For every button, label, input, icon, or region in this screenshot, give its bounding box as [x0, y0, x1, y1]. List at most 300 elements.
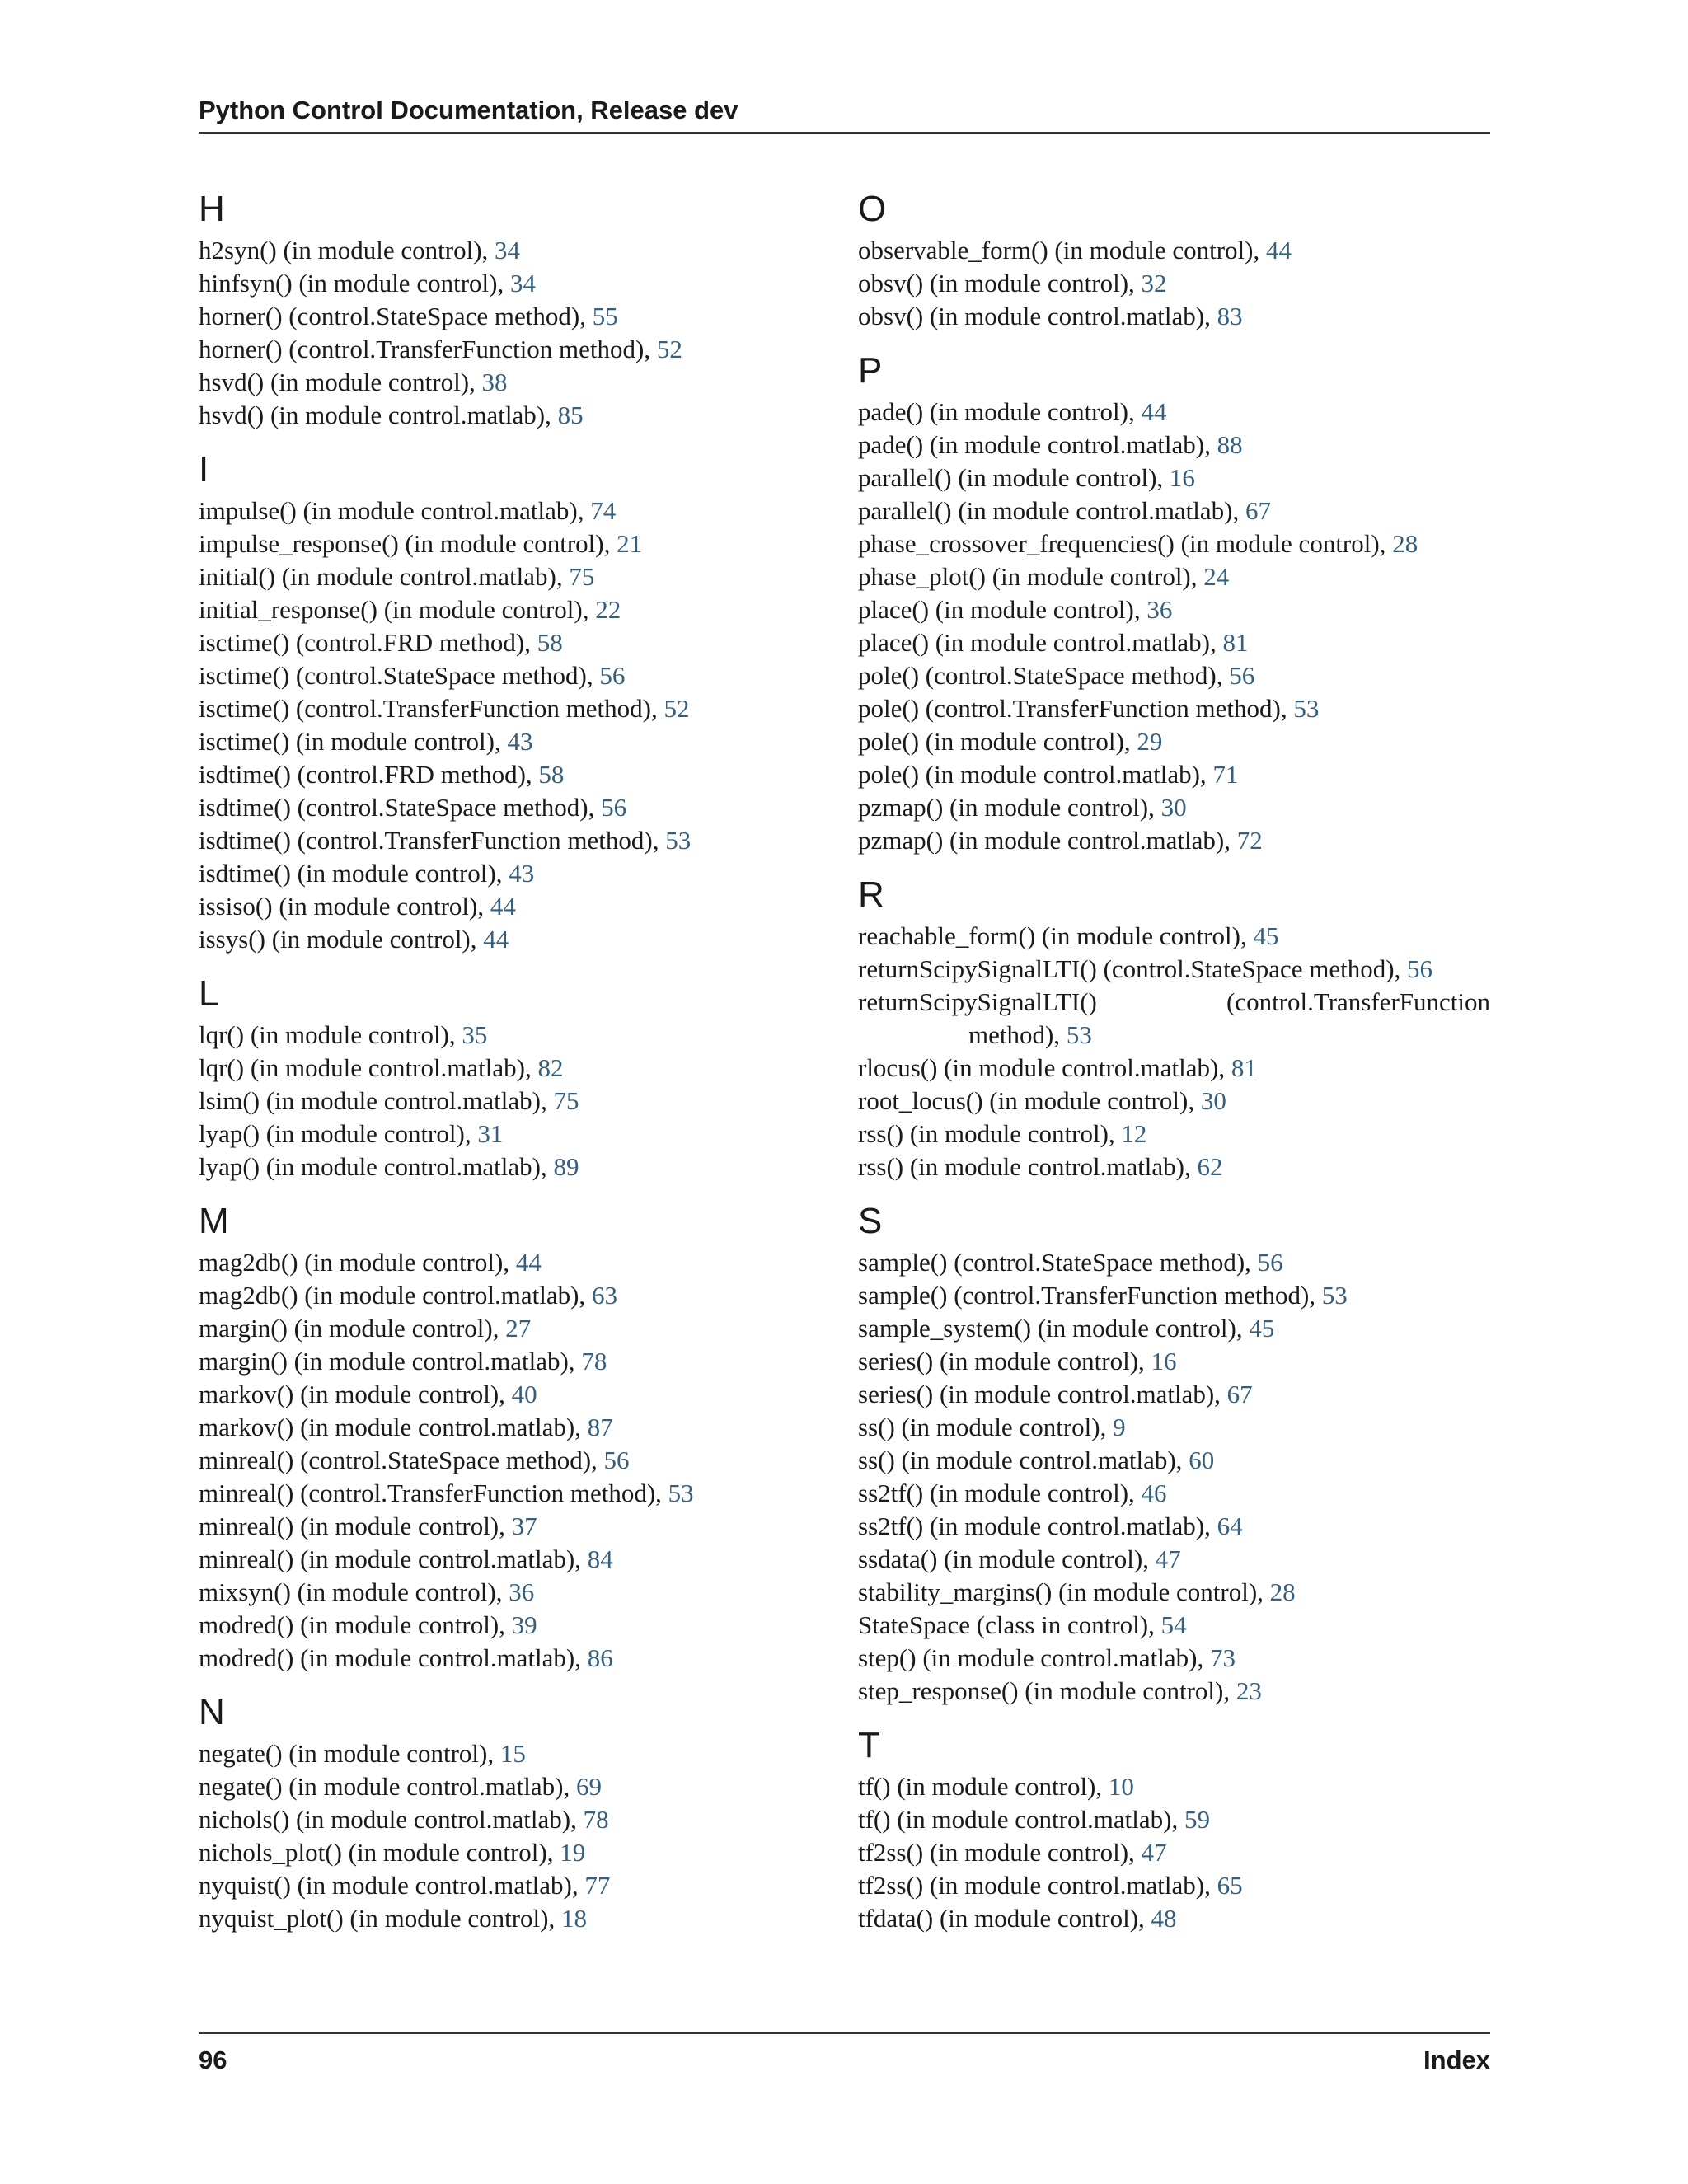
index-letter-heading: P — [858, 350, 883, 391]
index-page-link[interactable]: 81 — [1231, 1053, 1257, 1082]
index-entry — [199, 1510, 842, 1543]
index-entry — [858, 659, 1490, 692]
index-entry — [858, 920, 1490, 953]
index-entry-term: sample() (control.TransferFunction method), — [858, 1281, 1322, 1310]
index-entry-term: lyap() (in module control.matlab), — [199, 1152, 554, 1181]
index-page-link[interactable]: 47 — [1155, 1544, 1181, 1573]
index-page-link[interactable]: 87 — [587, 1413, 613, 1441]
index-page-link[interactable]: 39 — [511, 1610, 537, 1639]
index-page-link[interactable]: 89 — [553, 1152, 579, 1181]
index-page-link[interactable]: 69 — [575, 1772, 602, 1801]
index-entry-list — [199, 1246, 842, 1675]
index-page-link[interactable]: 15 — [499, 1739, 526, 1768]
index-entry-term: method), — [968, 1020, 1067, 1049]
index-entry — [199, 1411, 842, 1444]
index-entry — [858, 1803, 1490, 1836]
index-column-right — [858, 188, 1490, 1952]
index-letter-group — [199, 1691, 842, 1935]
index-entry-term: mag2db() (in module control.matlab), — [199, 1281, 592, 1310]
index-page-link[interactable]: 55 — [592, 302, 618, 330]
index-page-link[interactable]: 18 — [560, 1904, 587, 1933]
index-entry — [858, 1869, 1490, 1902]
index-entry-term: modred() (in module control.matlab), — [199, 1643, 588, 1672]
index-entry-term: hinfsyn() (in module control), — [199, 269, 510, 298]
index-entry-term: pole() (control.TransferFunction method), — [858, 694, 1294, 723]
index-page-link[interactable]: 62 — [1197, 1152, 1223, 1181]
index-entry — [858, 791, 1490, 824]
index-page-link[interactable]: 44 — [490, 892, 516, 921]
index-letter-heading: I — [199, 449, 209, 490]
index-entry-term: obsv() (in module control), — [858, 269, 1142, 298]
index-page-link[interactable]: 27 — [505, 1314, 532, 1343]
index-page-link[interactable]: 52 — [656, 335, 682, 363]
index-entry — [199, 626, 842, 659]
index-entry — [858, 1642, 1490, 1675]
index-entry — [199, 1279, 842, 1312]
index-entry-list — [199, 1019, 842, 1183]
index-entry-term: ss() (in module control), — [858, 1413, 1114, 1441]
index-page-link[interactable]: 36 — [1146, 595, 1173, 624]
index-entry — [858, 692, 1490, 725]
index-page-link[interactable]: 64 — [1217, 1511, 1243, 1540]
index-entry-term: tfdata() (in module control), — [858, 1904, 1151, 1933]
index-entry — [858, 1279, 1490, 1312]
index-entry — [199, 1576, 842, 1609]
index-entry — [199, 494, 842, 527]
index-entry-list — [858, 234, 1490, 333]
index-entry-list — [858, 1246, 1490, 1708]
index-entry — [858, 1543, 1490, 1576]
index-page-link[interactable]: 83 — [1217, 302, 1243, 330]
index-entry-term: nyquist_plot() (in module control), — [199, 1904, 561, 1933]
index-entry-term: tf() (in module control.matlab), — [858, 1805, 1184, 1834]
index-entry — [199, 1444, 842, 1477]
index-letter-group — [858, 1200, 1490, 1708]
index-entry-line — [858, 1019, 1490, 1052]
index-entry-term: step() (in module control.matlab), — [858, 1643, 1210, 1672]
index-entry — [199, 659, 842, 692]
index-entry-term: isdtime() (in module control), — [199, 859, 509, 888]
index-entry-term: isdtime() (control.FRD method), — [199, 760, 539, 789]
index-entry-term: mag2db() (in module control), — [199, 1248, 516, 1277]
index-entry — [199, 1151, 842, 1183]
index-page-link[interactable]: 67 — [1245, 496, 1271, 525]
index-entry — [199, 593, 842, 626]
index-page-link[interactable]: 37 — [511, 1511, 537, 1540]
index-entry-term: step_response() (in module control), — [858, 1676, 1236, 1705]
page-header — [199, 92, 1490, 134]
index-entry — [199, 267, 842, 300]
index-entry — [858, 396, 1490, 429]
index-entry-term: nyquist() (in module control.matlab), — [199, 1871, 585, 1900]
index-entry-term: place() (in module control), — [858, 595, 1147, 624]
index-entry — [199, 1246, 842, 1279]
index-page-link[interactable]: 67 — [1226, 1380, 1253, 1408]
index-entry — [199, 1737, 842, 1770]
index-entry-term: negate() (in module control.matlab), — [199, 1772, 576, 1801]
index-page-link[interactable]: 24 — [1203, 562, 1230, 591]
index-entry — [858, 462, 1490, 494]
index-page-link[interactable]: 35 — [462, 1020, 488, 1049]
index-entry-term: pade() (in module control), — [858, 397, 1142, 426]
index-entry — [199, 1477, 842, 1510]
index-entry — [199, 1836, 842, 1869]
index-page-link[interactable]: 85 — [557, 401, 584, 429]
index-entry — [199, 1378, 842, 1411]
index-entry-term: series() (in module control), — [858, 1347, 1151, 1376]
index-entry-term: pole() (in module control.matlab), — [858, 760, 1213, 789]
index-entry-term: parallel() (in module control), — [858, 463, 1170, 492]
index-entry — [858, 429, 1490, 462]
index-entry — [199, 725, 842, 758]
index-entry-term: lsim() (in module control.matlab), — [199, 1086, 554, 1115]
index-letter-group — [199, 188, 842, 432]
index-entry — [199, 1869, 842, 1902]
index-entry-term: pade() (in module control.matlab), — [858, 430, 1217, 459]
index-column-left — [199, 188, 842, 1952]
index-page-link[interactable]: 47 — [1141, 1838, 1167, 1867]
index-entry-term: returnScipySignalLTI() (control.StateSpace method), — [858, 954, 1408, 983]
index-entry-list — [858, 396, 1490, 857]
index-letter-heading: R — [858, 874, 884, 915]
index-entry-term: place() (in module control.matlab), — [858, 628, 1223, 657]
index-entry — [858, 267, 1490, 300]
index-entry-term: observable_form() (in module control), — [858, 236, 1266, 265]
index-entry-term: margin() (in module control.matlab), — [199, 1347, 582, 1376]
index-entry — [858, 1085, 1490, 1118]
index-page-link[interactable]: 34 — [495, 236, 521, 265]
index-page-link[interactable]: 36 — [509, 1577, 535, 1606]
index-page-link[interactable]: 54 — [1160, 1610, 1187, 1639]
index-entry — [858, 1675, 1490, 1708]
index-entry-term: isctime() (control.StateSpace method), — [199, 661, 600, 690]
index-entry-term: minreal() (control.StateSpace method), — [199, 1446, 604, 1474]
index-page-link[interactable]: 63 — [591, 1281, 617, 1310]
index-entry-term: tf() (in module control), — [858, 1772, 1109, 1801]
index-entry-term: reachable_form() (in module control), — [858, 921, 1254, 950]
index-page-link[interactable]: 60 — [1189, 1446, 1215, 1474]
index-letter-group — [858, 188, 1490, 333]
index-entry — [858, 1246, 1490, 1279]
index-entry-term: impulse_response() (in module control), — [199, 529, 617, 558]
index-page-link[interactable]: 56 — [1407, 954, 1433, 983]
index-entry — [858, 953, 1490, 986]
index-letter-group — [199, 448, 842, 956]
index-page-link[interactable]: 52 — [663, 694, 690, 723]
index-page-link[interactable]: 16 — [1151, 1347, 1177, 1376]
index-entry-term: initial_response() (in module control), — [199, 595, 596, 624]
index-page-link[interactable]: 31 — [477, 1119, 504, 1148]
index-entry-term: pole() (control.StateSpace method), — [858, 661, 1230, 690]
index-letter-heading: O — [858, 189, 887, 229]
index-entry-list — [858, 1770, 1490, 1935]
index-entry — [858, 1345, 1490, 1378]
index-entry — [199, 1609, 842, 1642]
index-entry-term: tf2ss() (in module control.matlab), — [858, 1871, 1217, 1900]
index-page-link[interactable]: 44 — [483, 925, 509, 954]
index-entry-term: StateSpace (class in control), — [858, 1610, 1161, 1639]
index-entry-term: sample() (control.StateSpace method), — [858, 1248, 1258, 1277]
index-entry-term: margin() (in module control), — [199, 1314, 506, 1343]
index-page-link[interactable]: 75 — [553, 1086, 579, 1115]
index-entry-term: rss() (in module control), — [858, 1119, 1122, 1148]
index-entry — [199, 1085, 842, 1118]
index-page-link[interactable]: 53 — [668, 1479, 694, 1507]
index-letter-group — [199, 972, 842, 1183]
index-letter-heading: T — [858, 1725, 880, 1765]
index-entry — [199, 1543, 842, 1576]
index-entry-term: nichols_plot() (in module control), — [199, 1838, 560, 1867]
index-entry — [858, 560, 1490, 593]
index-page-link[interactable]: 46 — [1141, 1479, 1167, 1507]
index-entry-term: h2syn() (in module control), — [199, 236, 495, 265]
document-title: Python Control Documentation, Release dev — [199, 96, 738, 124]
index-letter-group — [858, 349, 1490, 857]
index-entry — [199, 1052, 842, 1085]
index-entry — [858, 758, 1490, 791]
index-page-link[interactable]: 45 — [1249, 1314, 1275, 1343]
index-page-link[interactable]: 56 — [603, 1446, 630, 1474]
index-page-link[interactable]: 58 — [538, 760, 565, 789]
index-page-link[interactable]: 59 — [1184, 1805, 1210, 1834]
index-page-link[interactable]: 71 — [1212, 760, 1239, 789]
index-entry-term: horner() (control.TransferFunction method), — [199, 335, 657, 363]
index-page-link[interactable]: 44 — [515, 1248, 542, 1277]
index-entry — [858, 1378, 1490, 1411]
index-page-link[interactable]: 10 — [1108, 1772, 1134, 1801]
index-entry-term: root_locus() (in module control), — [858, 1086, 1201, 1115]
index-page-link[interactable]: 9 — [1113, 1413, 1126, 1441]
index-page-link[interactable]: 43 — [509, 859, 535, 888]
index-page-link[interactable]: 30 — [1160, 793, 1187, 822]
index-page-link[interactable]: 72 — [1236, 826, 1263, 855]
index-page-link[interactable]: 86 — [587, 1643, 613, 1672]
index-entry — [199, 1770, 842, 1803]
index-entry-term: (control.TransferFunction — [1226, 987, 1490, 1016]
index-page-link[interactable]: 74 — [590, 496, 617, 525]
index-entry — [199, 527, 842, 560]
index-entry-term: minreal() (control.TransferFunction method), — [199, 1479, 668, 1507]
index-entry-list — [858, 920, 1490, 1183]
index-entry-list — [199, 494, 842, 956]
index-letter-heading: N — [199, 1692, 225, 1732]
index-page-link[interactable]: 29 — [1137, 727, 1163, 756]
index-entry — [199, 366, 842, 399]
index-entry — [199, 890, 842, 923]
index-entry-term: ss() (in module control.matlab), — [858, 1446, 1189, 1474]
index-entry-term: markov() (in module control), — [199, 1380, 512, 1408]
index-entry-term: hsvd() (in module control), — [199, 368, 482, 396]
index-entry — [199, 1803, 842, 1836]
index-page-link[interactable]: 78 — [581, 1347, 607, 1376]
index-letter-group — [858, 874, 1490, 1183]
index-entry — [858, 527, 1490, 560]
index-entry — [858, 1576, 1490, 1609]
index-entry-term: mixsyn() (in module control), — [199, 1577, 509, 1606]
index-entry — [199, 791, 842, 824]
index-page-link[interactable]: 28 — [1392, 529, 1418, 558]
index-page-link[interactable]: 82 — [537, 1053, 564, 1082]
index-page-link[interactable]: 88 — [1217, 430, 1243, 459]
index-entry-term: markov() (in module control.matlab), — [199, 1413, 588, 1441]
index-page-link[interactable]: 56 — [599, 661, 626, 690]
index-entry-term: issys() (in module control), — [199, 925, 484, 954]
index-entry-term: ss2tf() (in module control), — [858, 1479, 1142, 1507]
index-letter-group — [858, 1724, 1490, 1935]
index-entry-term: horner() (control.StateSpace method), — [199, 302, 593, 330]
index-entry — [199, 758, 842, 791]
index-entry — [858, 1510, 1490, 1543]
index-page-link[interactable]: 53 — [1066, 1020, 1092, 1049]
index-entry — [858, 986, 1490, 1052]
index-entry-term: parallel() (in module control.matlab), — [858, 496, 1245, 525]
index-page-link[interactable]: 75 — [569, 562, 595, 591]
index-entry — [199, 1345, 842, 1378]
index-entry — [199, 1118, 842, 1151]
index-page-link[interactable]: 16 — [1169, 463, 1195, 492]
index-page-link[interactable]: 30 — [1200, 1086, 1226, 1115]
index-entry-term: stability_margins() (in module control), — [858, 1577, 1270, 1606]
index-page-link[interactable]: 38 — [481, 368, 508, 396]
index-entry — [199, 824, 842, 857]
index-entry — [199, 1019, 842, 1052]
index-page-link[interactable]: 56 — [1229, 661, 1255, 690]
index-entry — [858, 1609, 1490, 1642]
index-letter-group — [199, 1200, 842, 1675]
index-letter-heading: H — [199, 189, 225, 229]
index-entry — [858, 725, 1490, 758]
index-entry-term: ss2tf() (in module control.matlab), — [858, 1511, 1217, 1540]
index-entry-term: isctime() (control.FRD method), — [199, 628, 537, 657]
index-entry-term: isdtime() (control.TransferFunction method), — [199, 826, 666, 855]
index-page-link[interactable]: 12 — [1121, 1119, 1147, 1148]
index-entry — [858, 1312, 1490, 1345]
index-page-link[interactable]: 22 — [595, 595, 621, 624]
index-page-link[interactable]: 28 — [1269, 1577, 1296, 1606]
index-entry — [199, 1312, 842, 1345]
index-entry — [858, 1151, 1490, 1183]
index-page-link[interactable]: 34 — [509, 269, 536, 298]
index-entry-term: returnScipySignalLTI() — [858, 987, 1097, 1016]
index-entry — [858, 1411, 1490, 1444]
index-entry-term: sample_system() (in module control), — [858, 1314, 1250, 1343]
index-entry — [858, 1770, 1490, 1803]
index-entry-term: phase_plot() (in module control), — [858, 562, 1204, 591]
index-entry — [199, 333, 842, 366]
index-entry — [199, 560, 842, 593]
index-entry-list — [199, 1737, 842, 1935]
index-entry-term: pzmap() (in module control.matlab), — [858, 826, 1237, 855]
index-entry-term: issiso() (in module control), — [199, 892, 490, 921]
index-entry-term: obsv() (in module control.matlab), — [858, 302, 1217, 330]
index-page-link[interactable]: 43 — [507, 727, 533, 756]
index-entry-term: isdtime() (control.StateSpace method), — [199, 793, 602, 822]
index-entry-term: initial() (in module control.matlab), — [199, 562, 570, 591]
index-page-link[interactable]: 81 — [1222, 628, 1249, 657]
index-page-link[interactable]: 48 — [1151, 1904, 1177, 1933]
index-entry — [858, 626, 1490, 659]
index-page-link[interactable]: 53 — [665, 826, 692, 855]
index-entry-term: isctime() (in module control), — [199, 727, 508, 756]
index-entry — [858, 234, 1490, 267]
index-entry — [858, 824, 1490, 857]
index-entry-term: minreal() (in module control.matlab), — [199, 1544, 588, 1573]
index-entry — [199, 399, 842, 432]
index-entry-term: lqr() (in module control.matlab), — [199, 1053, 538, 1082]
index-page-link[interactable]: 40 — [511, 1380, 537, 1408]
index-letter-heading: M — [199, 1201, 229, 1241]
index-entry-term: minreal() (in module control), — [199, 1511, 512, 1540]
index-page-link[interactable]: 44 — [1266, 236, 1292, 265]
index-entry — [199, 234, 842, 267]
index-entry — [199, 1642, 842, 1675]
footer-section-label: Index — [1423, 2046, 1490, 2074]
index-entry-term: nichols() (in module control.matlab), — [199, 1805, 584, 1834]
index-entry — [858, 1052, 1490, 1085]
index-entry-term: pzmap() (in module control), — [858, 793, 1161, 822]
index-entry — [858, 300, 1490, 333]
index-entry — [858, 1836, 1490, 1869]
index-entry — [858, 1477, 1490, 1510]
index-entry — [858, 494, 1490, 527]
index-page-link[interactable]: 77 — [584, 1871, 611, 1900]
index-entry — [858, 1444, 1490, 1477]
index-entry-term: series() (in module control.matlab), — [858, 1380, 1227, 1408]
index-page-link[interactable]: 58 — [537, 628, 563, 657]
index-page-link[interactable]: 56 — [601, 793, 627, 822]
index-entry-term: rlocus() (in module control.matlab), — [858, 1053, 1231, 1082]
index-page-link[interactable]: 19 — [560, 1838, 586, 1867]
index-page-link[interactable]: 53 — [1293, 694, 1320, 723]
index-entry-term: ssdata() (in module control), — [858, 1544, 1156, 1573]
index-page-link[interactable]: 84 — [587, 1544, 613, 1573]
index-entry-term: lyap() (in module control), — [199, 1119, 478, 1148]
index-letter-heading: S — [858, 1201, 883, 1241]
index-page-link[interactable]: 32 — [1141, 269, 1167, 298]
page-number: 96 — [199, 2046, 227, 2074]
index-entry — [199, 1902, 842, 1935]
index-page-link[interactable]: 73 — [1210, 1643, 1236, 1672]
index-entry-term: isctime() (control.TransferFunction method), — [199, 694, 664, 723]
index-page-link[interactable]: 21 — [617, 529, 643, 558]
index-entry — [199, 692, 842, 725]
index-entry — [199, 857, 842, 890]
index-page-link[interactable]: 65 — [1217, 1871, 1243, 1900]
index-letter-heading: L — [199, 973, 219, 1014]
index-entry-term: modred() (in module control), — [199, 1610, 512, 1639]
page-footer — [199, 2032, 1490, 2075]
index-entry — [858, 1902, 1490, 1935]
index-entry-term: lqr() (in module control), — [199, 1020, 462, 1049]
index-entry — [858, 1118, 1490, 1151]
index-entry — [199, 923, 842, 956]
index-page-link[interactable]: 53 — [1321, 1281, 1348, 1310]
index-entry-term: tf2ss() (in module control), — [858, 1838, 1142, 1867]
index-entry — [858, 593, 1490, 626]
index-entry-term: rss() (in module control.matlab), — [858, 1152, 1198, 1181]
index-page-link[interactable]: 78 — [583, 1805, 609, 1834]
index-entry-term: impulse() (in module control.matlab), — [199, 496, 591, 525]
index-entry-term: pole() (in module control), — [858, 727, 1137, 756]
index-entry-line — [858, 986, 1490, 1019]
index-page-link[interactable]: 45 — [1253, 921, 1279, 950]
index-entry-term: negate() (in module control), — [199, 1739, 500, 1768]
index-page-link[interactable]: 23 — [1236, 1676, 1262, 1705]
index-page-link[interactable]: 56 — [1257, 1248, 1283, 1277]
index-entry-list — [199, 234, 842, 432]
index-entry-term: hsvd() (in module control.matlab), — [199, 401, 558, 429]
index-page-link[interactable]: 44 — [1141, 397, 1167, 426]
